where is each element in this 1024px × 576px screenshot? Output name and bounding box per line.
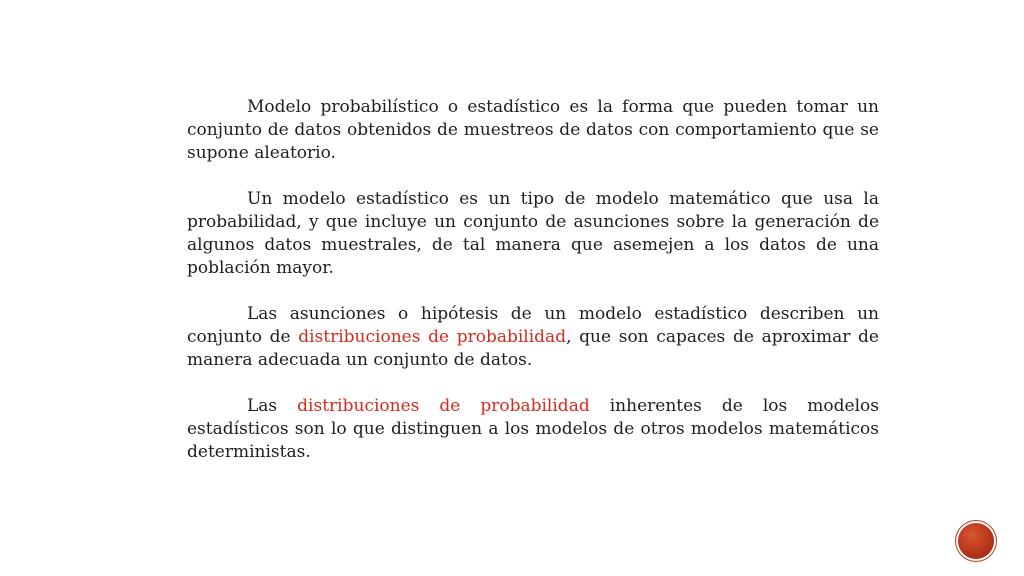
paragraph-2 [187,188,879,280]
highlight-distribuciones-de-probabilidad-2: distribuciones de probabilidad [297,396,590,416]
paragraph-3-text-a: Las asunciones o hipótesis de un modelo estadístico describen un conjunto de [187,304,879,347]
paragraph-2-text: Un modelo estadístico es un tipo de modelo matemático que usa la probabilidad, y que incluye un conjunto de asunciones sobre la generación de algunos datos muestrales, de tal manera que asemejen a los datos de una población mayor. [187,189,879,278]
paragraph-1-text: Modelo probabilístico o estadístico es la forma que pueden tomar un conjunto de datos obtenidos de muestreos de datos con comportamiento que se supone aleatorio. [187,97,879,163]
paragraph-3 [187,303,879,372]
paragraph-4-text-a: Las [247,396,298,416]
page-number-badge [958,523,994,559]
paragraph-4-text-b: inherentes de los modelos estadísticos son lo que distinguen a los modelos de otros modelos matemáticos deterministas. [187,396,879,462]
paragraph-3-text-b: , que son capaces de aproximar de manera adecuada un conjunto de datos. [187,327,879,370]
slide-body [187,96,879,487]
highlight-distribuciones-de-probabilidad: distribuciones de probabilidad [298,327,567,347]
paragraph-4 [187,395,879,464]
paragraph-1 [187,96,879,165]
